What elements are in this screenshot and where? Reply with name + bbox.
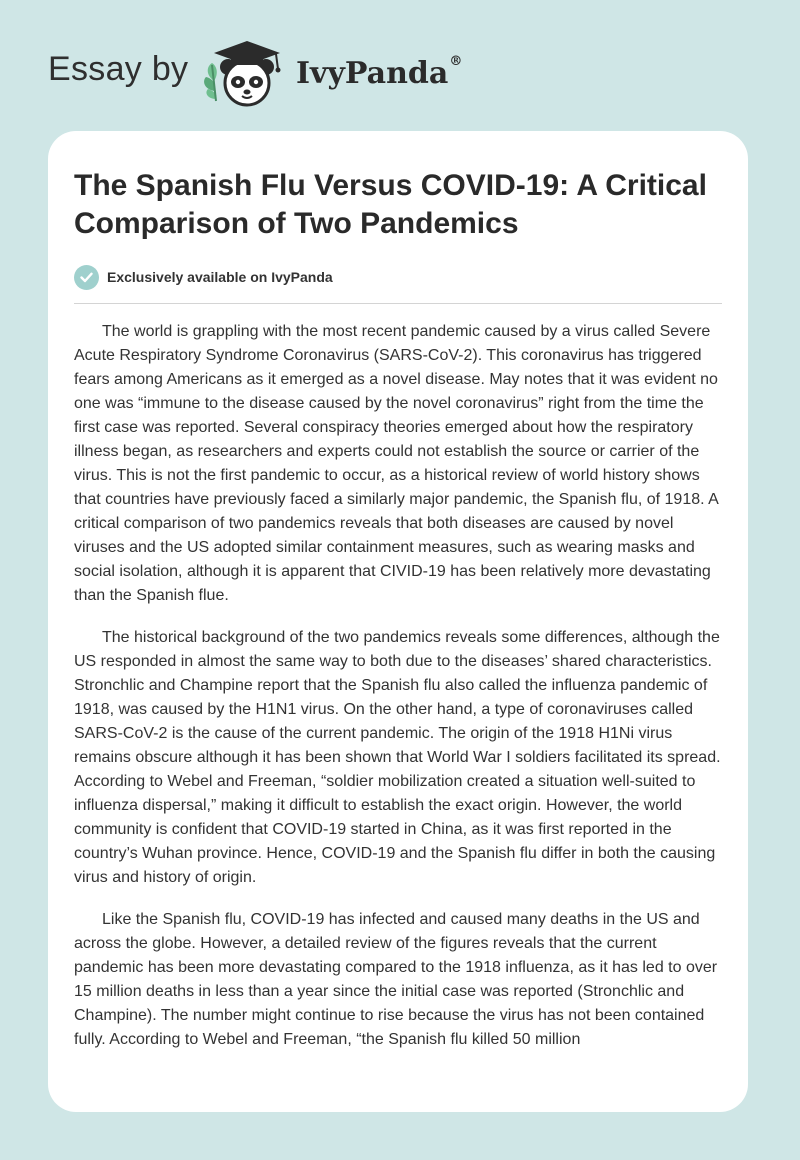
essay-card: [48, 131, 748, 1112]
page-title: The Spanish Flu Versus COVID-19: A Critical Comparison of Two Pandemics: [74, 169, 707, 240]
badge-label: Exclusively available on IvyPanda: [107, 269, 333, 285]
trademark-symbol: ®: [449, 54, 463, 69]
paragraph: Like the Spanish flu, COVID-19 has infected and caused many deaths in the US and across the globe. However, a detailed review of the figures reveals that the current pandemic has been more devastating compared to the 1918 influenza, as it has led to over 15 million deaths in less than a year since the initial case was reported (Stronchlic and Champine). The number might continue to rise because the virus has not been contained fully. According to Webel and Freeman, “the Spanish flu killed 50 million: [74, 911, 718, 1048]
paragraph: The historical background of the two pandemics reveals some differences, although the US responded in almost the same way to both due to the diseases’ shared characteristics. Stronchlic and Champine report that the Spanish flu also called the influenza pandemic of 1918, was caused by the H1N1 virus. On the other hand, a type of coronaviruses called SARS-CoV-2 is the cause of the current pandemic. The origin of the 1918 H1Ni virus remains obscure although it has been shown that World War I soldiers facilitated its spread. According to Webel and Freeman, “soldier mobilization created a situation well-suited to influenza dispersal,” making it difficult to establish the exact origin. However, the world community is confident that COVID-19 started in China, as it was first reported in the country’s Wuhan province. Hence, COVID-19 and the Spanish flu differ in both the causing virus and history of origin.: [74, 629, 721, 886]
brand-logo-text[interactable]: IvyPanda®: [296, 54, 463, 91]
exclusive-badge: [74, 264, 333, 290]
paragraph: The world is grappling with the most recent pandemic caused by a virus called Severe Acute Respiratory Syndrome Coronavirus (SARS-CoV-2). This coronavirus has triggered fears among Americans as it emerged as a novel disease. May notes that it was evident no one was “immune to the disease caused by the novel coronavirus” right from the time the first case was reported. Several conspiracy theories emerged about how the respiratory illness began, as researchers and experts could not establish the source or carrier of the virus. This is not the first pandemic to occur, as a historical review of world history shows that countries have previously faced a similarly major pandemic, the Spanish flu, of 1918. A critical comparison of two pandemics reveals that both diseases are caused by novel viruses and the US adopted similar containment measures, such as wearing masks and social isolation, although it is apparent that CIVID-19 has been relatively more devastating than the Spanish flue.: [74, 323, 718, 604]
check-circle-icon: [74, 265, 99, 290]
site-header: [0, 0, 800, 130]
leaf-icon: [204, 63, 217, 101]
panda-graduate-icon[interactable]: [200, 37, 288, 109]
divider: [74, 303, 722, 304]
essay-by-label: Essay by: [48, 50, 189, 88]
essay-body: [74, 320, 726, 1070]
